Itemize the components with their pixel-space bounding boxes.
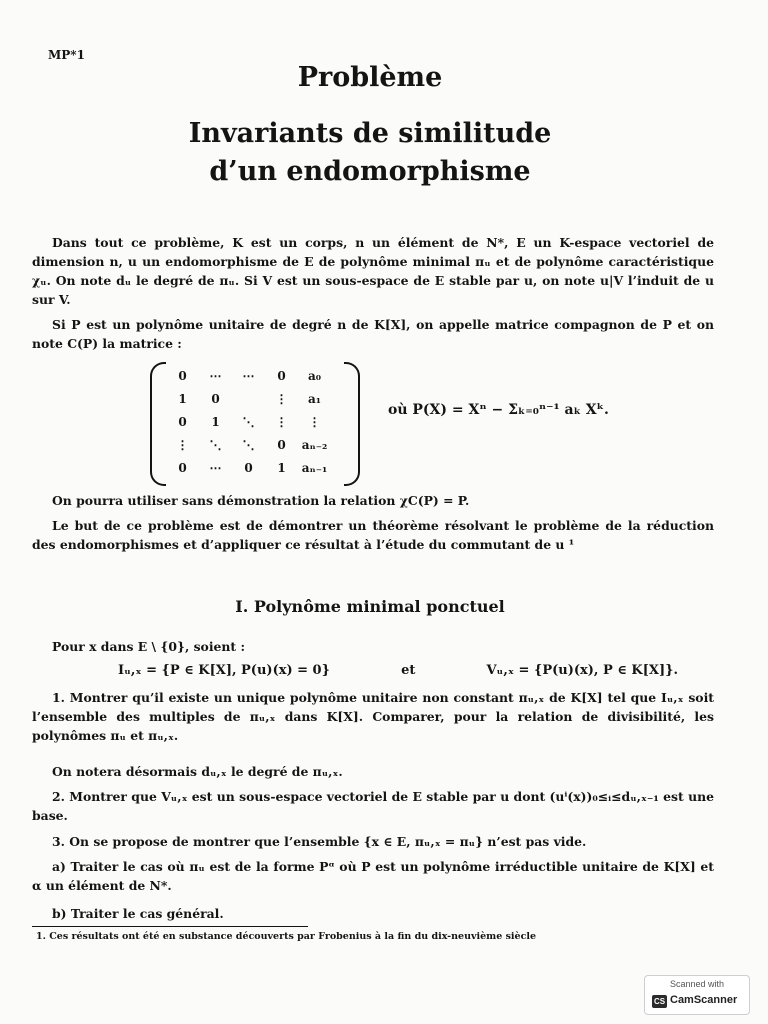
relation-text: On pourra utiliser sans démonstration la relation χC(P) = P. — [52, 493, 470, 508]
relation-paragraph — [32, 491, 714, 510]
matrix-cell: 0 — [178, 368, 187, 383]
question-2-text: 2. Montrer que Vᵤ,ₓ est un sous-espace vectoriel de E stable par u dont (uⁱ(x))₀≤ᵢ≤dᵤ,ₓ₋₁ est une base. — [32, 789, 714, 823]
matrix-cell: a₁ — [307, 391, 322, 406]
matrix-cell: 1 — [277, 460, 286, 475]
camscanner-logo-icon: CS — [653, 997, 666, 1006]
question-3 — [32, 832, 714, 851]
matrix-cell: ⋱ — [242, 437, 255, 452]
badge-caption: Scanned with — [669, 979, 725, 989]
goal-paragraph — [32, 516, 714, 554]
question-3a — [32, 857, 714, 895]
question-3a-text: a) Traiter le cas où πᵤ est de la forme Pᵅ où P est un polynôme irréductible unitaire de K[X] et α un élément de N*. — [32, 859, 714, 893]
matrix-cell: 1 — [178, 391, 187, 406]
matrix-cell: ⋯ — [209, 368, 222, 383]
footnote: 1. Ces résultats ont été en substance découverts par Frobenius à la fin du dix-neuvième siècle — [36, 931, 537, 942]
definition-equations — [118, 663, 678, 678]
matrix-cell: 0 — [277, 437, 286, 452]
matrix-cell: ⋮ — [308, 414, 321, 429]
matrix-cell: ⋱ — [242, 414, 255, 429]
section-title: I. Polynôme minimal ponctuel — [235, 597, 505, 616]
matrix-cell: ⋯ — [242, 368, 255, 383]
goal-text: Le but de ce problème est de démontrer un théorème résolvant le problème de la réduction des endomorphismes et d’appliquer ce résultat à l’étude du commutant de u ¹ — [32, 518, 714, 552]
section-intro — [32, 637, 714, 656]
matrix-cell: ⋮ — [275, 391, 288, 406]
subspace-definition: Vᵤ,ₓ = {P(u)(x), P ∈ K[X]}. — [486, 663, 678, 678]
matrix-row — [166, 433, 331, 456]
question-1-note — [32, 762, 714, 781]
course-tag: MP*1 — [48, 48, 85, 62]
matrix-cell: 0 — [211, 391, 220, 406]
matrix-cell: aₙ₋₂ — [301, 437, 328, 452]
matrix-grid — [166, 364, 331, 479]
matrix-cell — [232, 387, 265, 410]
question-1 — [32, 688, 714, 745]
matrix-row — [166, 456, 331, 479]
polynomial-definition: où P(X) = Xⁿ − Σₖ₌₀ⁿ⁻¹ aₖ Xᵏ. — [388, 402, 609, 418]
matrix-cell: ⋮ — [176, 437, 189, 452]
badge-brand: CamScanner — [670, 994, 738, 1006]
matrix-cell: 0 — [277, 368, 286, 383]
footnote-divider — [32, 926, 308, 927]
companion-matrix — [150, 362, 360, 487]
question-2 — [32, 787, 714, 825]
matrix-cell: 1 — [211, 414, 220, 429]
matrix-cell: ⋮ — [275, 414, 288, 429]
matrix-cell: 0 — [178, 414, 187, 429]
matrix-cell: aₙ₋₁ — [301, 460, 328, 475]
intro-paragraph-1 — [32, 233, 714, 309]
question-3b — [32, 904, 714, 923]
matrix-cell: 0 — [244, 460, 253, 475]
problem-title: Problème — [297, 62, 443, 93]
matrix-cell: ⋯ — [209, 460, 222, 475]
matrix-row — [166, 410, 331, 433]
subtitle-line-2: d’un endomorphisme — [209, 156, 531, 187]
problem-subtitle — [0, 115, 740, 191]
subtitle-line-1: Invariants de similitude — [188, 118, 552, 149]
matrix-left-bracket — [150, 362, 166, 486]
matrix-cell: ⋱ — [209, 437, 222, 452]
question-3b-text: b) Traiter le cas général. — [52, 906, 224, 921]
matrix-right-bracket — [344, 362, 360, 486]
ideal-definition: Iᵤ,ₓ = {P ∈ K[X], P(u)(x) = 0} — [118, 663, 330, 678]
section-intro-text: Pour x dans E \ {0}, soient : — [52, 639, 246, 654]
matrix-cell: a₀ — [307, 368, 322, 383]
camscanner-badge — [644, 975, 750, 1015]
question-1-text: 1. Montrer qu’il existe un unique polynôme unitaire non constant πᵤ,ₓ de K[X] tel que Iᵤ,ₓ soit l’ensemble des multiples de πᵤ,ₓ dans K[X]. Comparer, pour la relation de divisibilité, les polynômes πᵤ et πᵤ,ₓ. — [32, 690, 714, 743]
question-3-text: 3. On se propose de montrer que l’ensemble {x ∈ E, πᵤ,ₓ = πᵤ} n’est pas vide. — [52, 834, 587, 849]
matrix-row — [166, 387, 331, 410]
equation-connector: et — [401, 663, 416, 678]
intro-paragraph-2 — [32, 315, 714, 353]
matrix-cell: 0 — [178, 460, 187, 475]
intro-text-2: Si P est un polynôme unitaire de degré n de K[X], on appelle matrice compagnon de P et on note C(P) la matrice : — [32, 317, 714, 351]
intro-text-1: Dans tout ce problème, K est un corps, n un élément de N*, E un K-espace vectoriel de dimension n, u un endomorphisme de E de polynôme minimal πᵤ et de polynôme caractéristique χᵤ. On note dᵤ le degré de πᵤ. Si V est un sous-espace de E stable par u, on note u|V l’induit de u sur V. — [32, 235, 714, 307]
question-1-note-text: On notera désormais dᵤ,ₓ le degré de πᵤ,ₓ. — [52, 764, 343, 779]
matrix-row — [166, 364, 331, 387]
